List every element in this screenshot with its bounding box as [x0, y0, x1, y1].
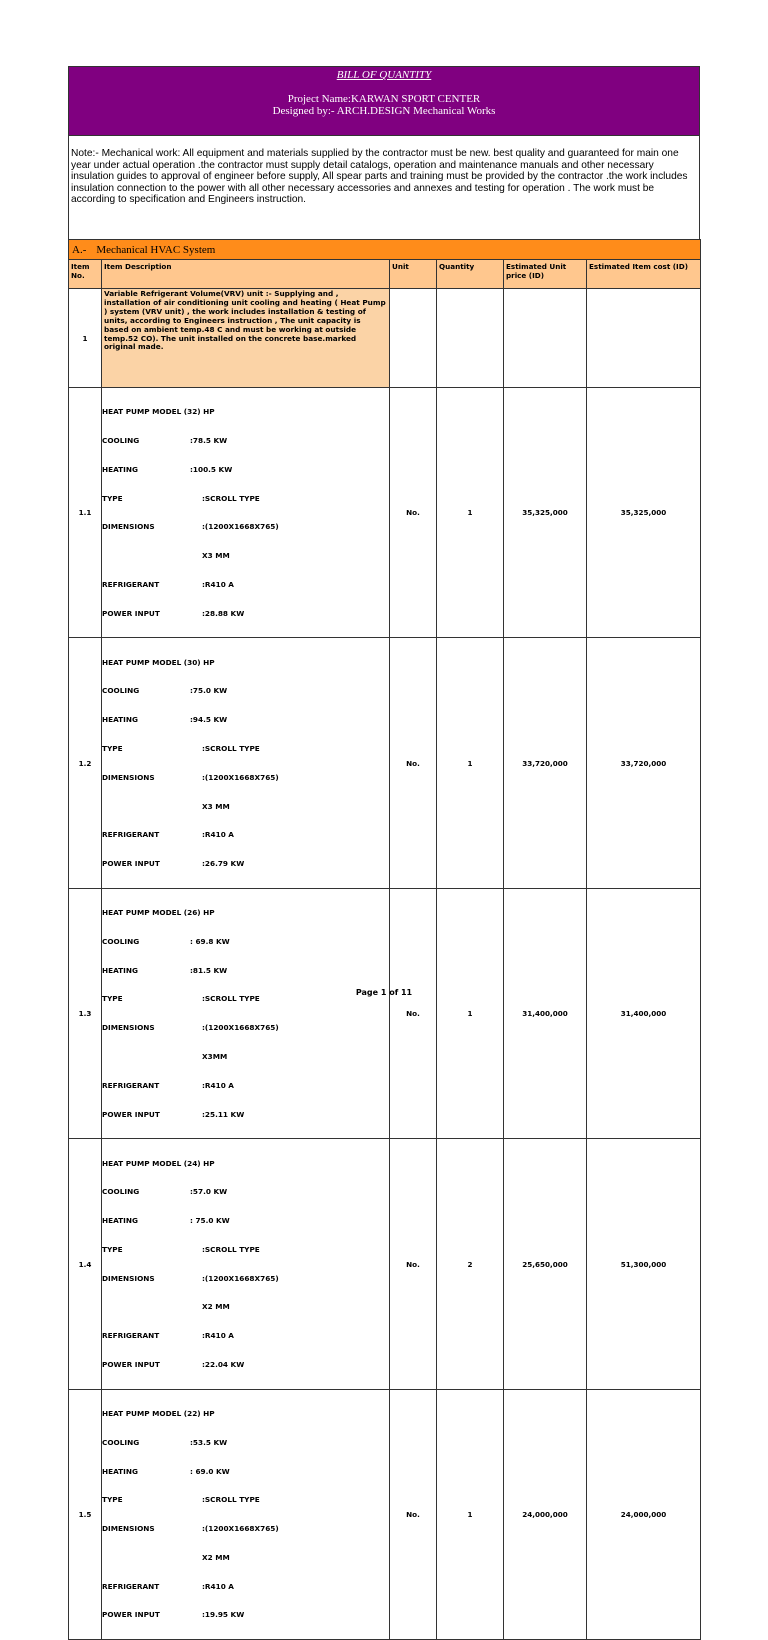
- table-row: [69, 388, 701, 638]
- item-unit-price: 25,650,000: [504, 1139, 587, 1389]
- table-row: [69, 638, 701, 888]
- spec-value: :R410 A: [202, 830, 234, 840]
- spec-value: :SCROLL TYPE: [202, 743, 260, 753]
- spec-label: HEATING: [102, 965, 138, 975]
- item-spec: [102, 889, 389, 1138]
- item-unit: No.: [390, 1139, 437, 1389]
- spec-label: POWER INPUT: [102, 859, 160, 869]
- spec-label: HEATING: [102, 464, 138, 474]
- spec-value: :R410 A: [202, 1331, 234, 1341]
- spec-value: :100.5 KW: [190, 464, 233, 474]
- item-description: Variable Refrigerant Volume(VRV) unit :- Supplying and , installation of air conditioning unit cooling and heating ( Heat Pump ) system (VRV unit) , the work includes installation & testing of units, according to Engineers instruction , The unit capacity is based on ambient temp.48 C and must be working at outside temp.52 CO). The unit installed on the concrete base.marked original made.: [104, 289, 386, 352]
- spec-value: :R410 A: [202, 579, 234, 589]
- item-quantity: 1: [437, 888, 504, 1138]
- spec-label: DIMENSIONS: [102, 1023, 155, 1033]
- spec-label: TYPE: [102, 743, 123, 753]
- spec-value: :78.5 KW: [190, 435, 228, 445]
- col-item-no: Item No.: [69, 260, 102, 289]
- item-cost: 33,720,000: [587, 638, 701, 888]
- col-quantity: Quantity: [437, 260, 504, 289]
- table-row: [69, 888, 701, 1138]
- spec-label: POWER INPUT: [102, 1610, 160, 1620]
- spec-label: TYPE: [102, 994, 123, 1004]
- spec-value: X2 MM: [202, 1552, 230, 1562]
- column-header-row: [69, 260, 701, 289]
- section-number: A.-: [72, 243, 87, 256]
- spec-value: :SCROLL TYPE: [202, 1495, 260, 1505]
- page-footer: Page 1 of 11: [355, 988, 413, 997]
- spec-value: :(1200X1668X765): [202, 1524, 279, 1534]
- item-number: 1.2: [69, 638, 102, 888]
- item-quantity: 1: [437, 388, 504, 638]
- spec-value: X2 MM: [202, 1302, 230, 1312]
- spec-value: X3 MM: [202, 801, 230, 811]
- spec-value: :19.95 KW: [202, 1610, 245, 1620]
- spec-label: REFRIGERANT: [102, 579, 160, 589]
- spec-label: HEATING: [102, 1466, 138, 1476]
- item-number: 1.5: [69, 1389, 102, 1639]
- section-row: [69, 240, 701, 260]
- spec-label: TYPE: [102, 1495, 123, 1505]
- spec-label: COOLING: [102, 435, 140, 445]
- spec-value: :(1200X1668X765): [202, 1023, 279, 1033]
- boq-sheet: [68, 66, 700, 1640]
- spec-label: TYPE: [102, 493, 123, 503]
- section-title: Mechanical HVAC System: [96, 243, 216, 256]
- item-cost: 24,000,000: [587, 1389, 701, 1639]
- spec-value: X3 MM: [202, 551, 230, 561]
- item-cost: 31,400,000: [587, 888, 701, 1138]
- spec-label: DIMENSIONS: [102, 1524, 155, 1534]
- spec-value: :22.04 KW: [202, 1359, 245, 1369]
- spec-value: X3MM: [202, 1051, 228, 1061]
- spec-value: :(1200X1668X765): [202, 1273, 279, 1283]
- item-cost: 51,300,000: [587, 1139, 701, 1389]
- item-quantity: 2: [437, 1139, 504, 1389]
- spec-label: REFRIGERANT: [102, 830, 160, 840]
- item-number: 1.3: [69, 888, 102, 1138]
- table-row: [69, 1139, 701, 1389]
- spec-value: :(1200X1668X765): [202, 522, 279, 532]
- item-number: 1: [69, 289, 102, 388]
- spec-value: : 69.8 KW: [190, 936, 230, 946]
- spec-value: :25.11 KW: [202, 1109, 245, 1119]
- item-spec: [102, 638, 389, 887]
- col-description: Item Description: [102, 260, 390, 289]
- spec-value: : 69.0 KW: [190, 1466, 230, 1476]
- spec-value: : 75.0 KW: [190, 1216, 230, 1226]
- item-unit-price: 35,325,000: [504, 388, 587, 638]
- item-cost: 35,325,000: [587, 388, 701, 638]
- item-unit: No.: [390, 888, 437, 1138]
- spec-label: REFRIGERANT: [102, 1581, 160, 1591]
- model-name: HEAT PUMP MODEL (30) HP: [102, 657, 215, 667]
- designed-by: Designed by:- ARCH.DESIGN Mechanical Works: [272, 105, 496, 117]
- boq-table: [68, 239, 701, 1640]
- spec-label: TYPE: [102, 1244, 123, 1254]
- spec-label: DIMENSIONS: [102, 1273, 155, 1283]
- spec-label: DIMENSIONS: [102, 772, 155, 782]
- spec-value: :(1200X1668X765): [202, 772, 279, 782]
- spec-value: :R410 A: [202, 1080, 234, 1090]
- col-unit: Unit: [390, 260, 437, 289]
- spec-label: POWER INPUT: [102, 608, 160, 618]
- item-spec: [102, 388, 389, 637]
- boq-header: [68, 66, 700, 136]
- col-unit-price: Estimated Unit price (ID): [504, 260, 587, 289]
- spec-label: POWER INPUT: [102, 1109, 160, 1119]
- spec-value: :R410 A: [202, 1581, 234, 1591]
- project-name: Project Name:KARWAN SPORT CENTER: [287, 93, 481, 105]
- table-row: [69, 1389, 701, 1639]
- item-quantity: 1: [437, 638, 504, 888]
- spec-value: :SCROLL TYPE: [202, 994, 260, 1004]
- item-spec: [102, 1390, 389, 1639]
- spec-label: POWER INPUT: [102, 1359, 160, 1369]
- model-name: HEAT PUMP MODEL (32) HP: [102, 407, 215, 417]
- note-text: Note:- Mechanical work: All equipment and materials supplied by the contractor must be new. best quality and guaranteed for main one year under actual operation .the contractor must supply detail catalogs, operation and maintenance manuals and other necessary insulation guides to approval of engineer before supply, All spear parts and training must be provided by the contractor .the work includes insulation connection to the power with all other necessary accessories and annexes and testing for operation . The work must be according to specification and Engineers instruction.: [68, 136, 700, 239]
- spec-value: :26.79 KW: [202, 859, 245, 869]
- spec-label: COOLING: [102, 936, 140, 946]
- spec-label: DIMENSIONS: [102, 522, 155, 532]
- spec-value: :75.0 KW: [190, 686, 228, 696]
- table-row-item-1: [69, 289, 701, 388]
- spec-value: :94.5 KW: [190, 715, 228, 725]
- item-unit-price: 31,400,000: [504, 888, 587, 1138]
- item-unit: No.: [390, 388, 437, 638]
- spec-label: COOLING: [102, 1437, 140, 1447]
- model-name: HEAT PUMP MODEL (26) HP: [102, 908, 215, 918]
- item-spec: [102, 1139, 389, 1388]
- spec-label: HEATING: [102, 1216, 138, 1226]
- spec-value: :53.5 KW: [190, 1437, 228, 1447]
- spec-value: :SCROLL TYPE: [202, 1244, 260, 1254]
- model-name: HEAT PUMP MODEL (22) HP: [102, 1408, 215, 1418]
- item-number: 1.4: [69, 1139, 102, 1389]
- item-unit: No.: [390, 638, 437, 888]
- item-unit: No.: [390, 1389, 437, 1639]
- item-quantity: 1: [437, 1389, 504, 1639]
- col-cost: Estimated Item cost (ID): [587, 260, 701, 289]
- spec-value: :57.0 KW: [190, 1187, 228, 1197]
- spec-value: :SCROLL TYPE: [202, 493, 260, 503]
- spec-label: REFRIGERANT: [102, 1080, 160, 1090]
- item-unit-price: 24,000,000: [504, 1389, 587, 1639]
- item-unit-price: 33,720,000: [504, 638, 587, 888]
- model-name: HEAT PUMP MODEL (24) HP: [102, 1158, 215, 1168]
- spec-label: REFRIGERANT: [102, 1331, 160, 1341]
- spec-label: COOLING: [102, 1187, 140, 1197]
- spec-label: COOLING: [102, 686, 140, 696]
- spec-value: :81.5 KW: [190, 965, 228, 975]
- boq-title: BILL OF QUANTITY: [336, 69, 432, 81]
- item-number: 1.1: [69, 388, 102, 638]
- spec-value: :28.88 KW: [202, 608, 245, 618]
- spec-label: HEATING: [102, 715, 138, 725]
